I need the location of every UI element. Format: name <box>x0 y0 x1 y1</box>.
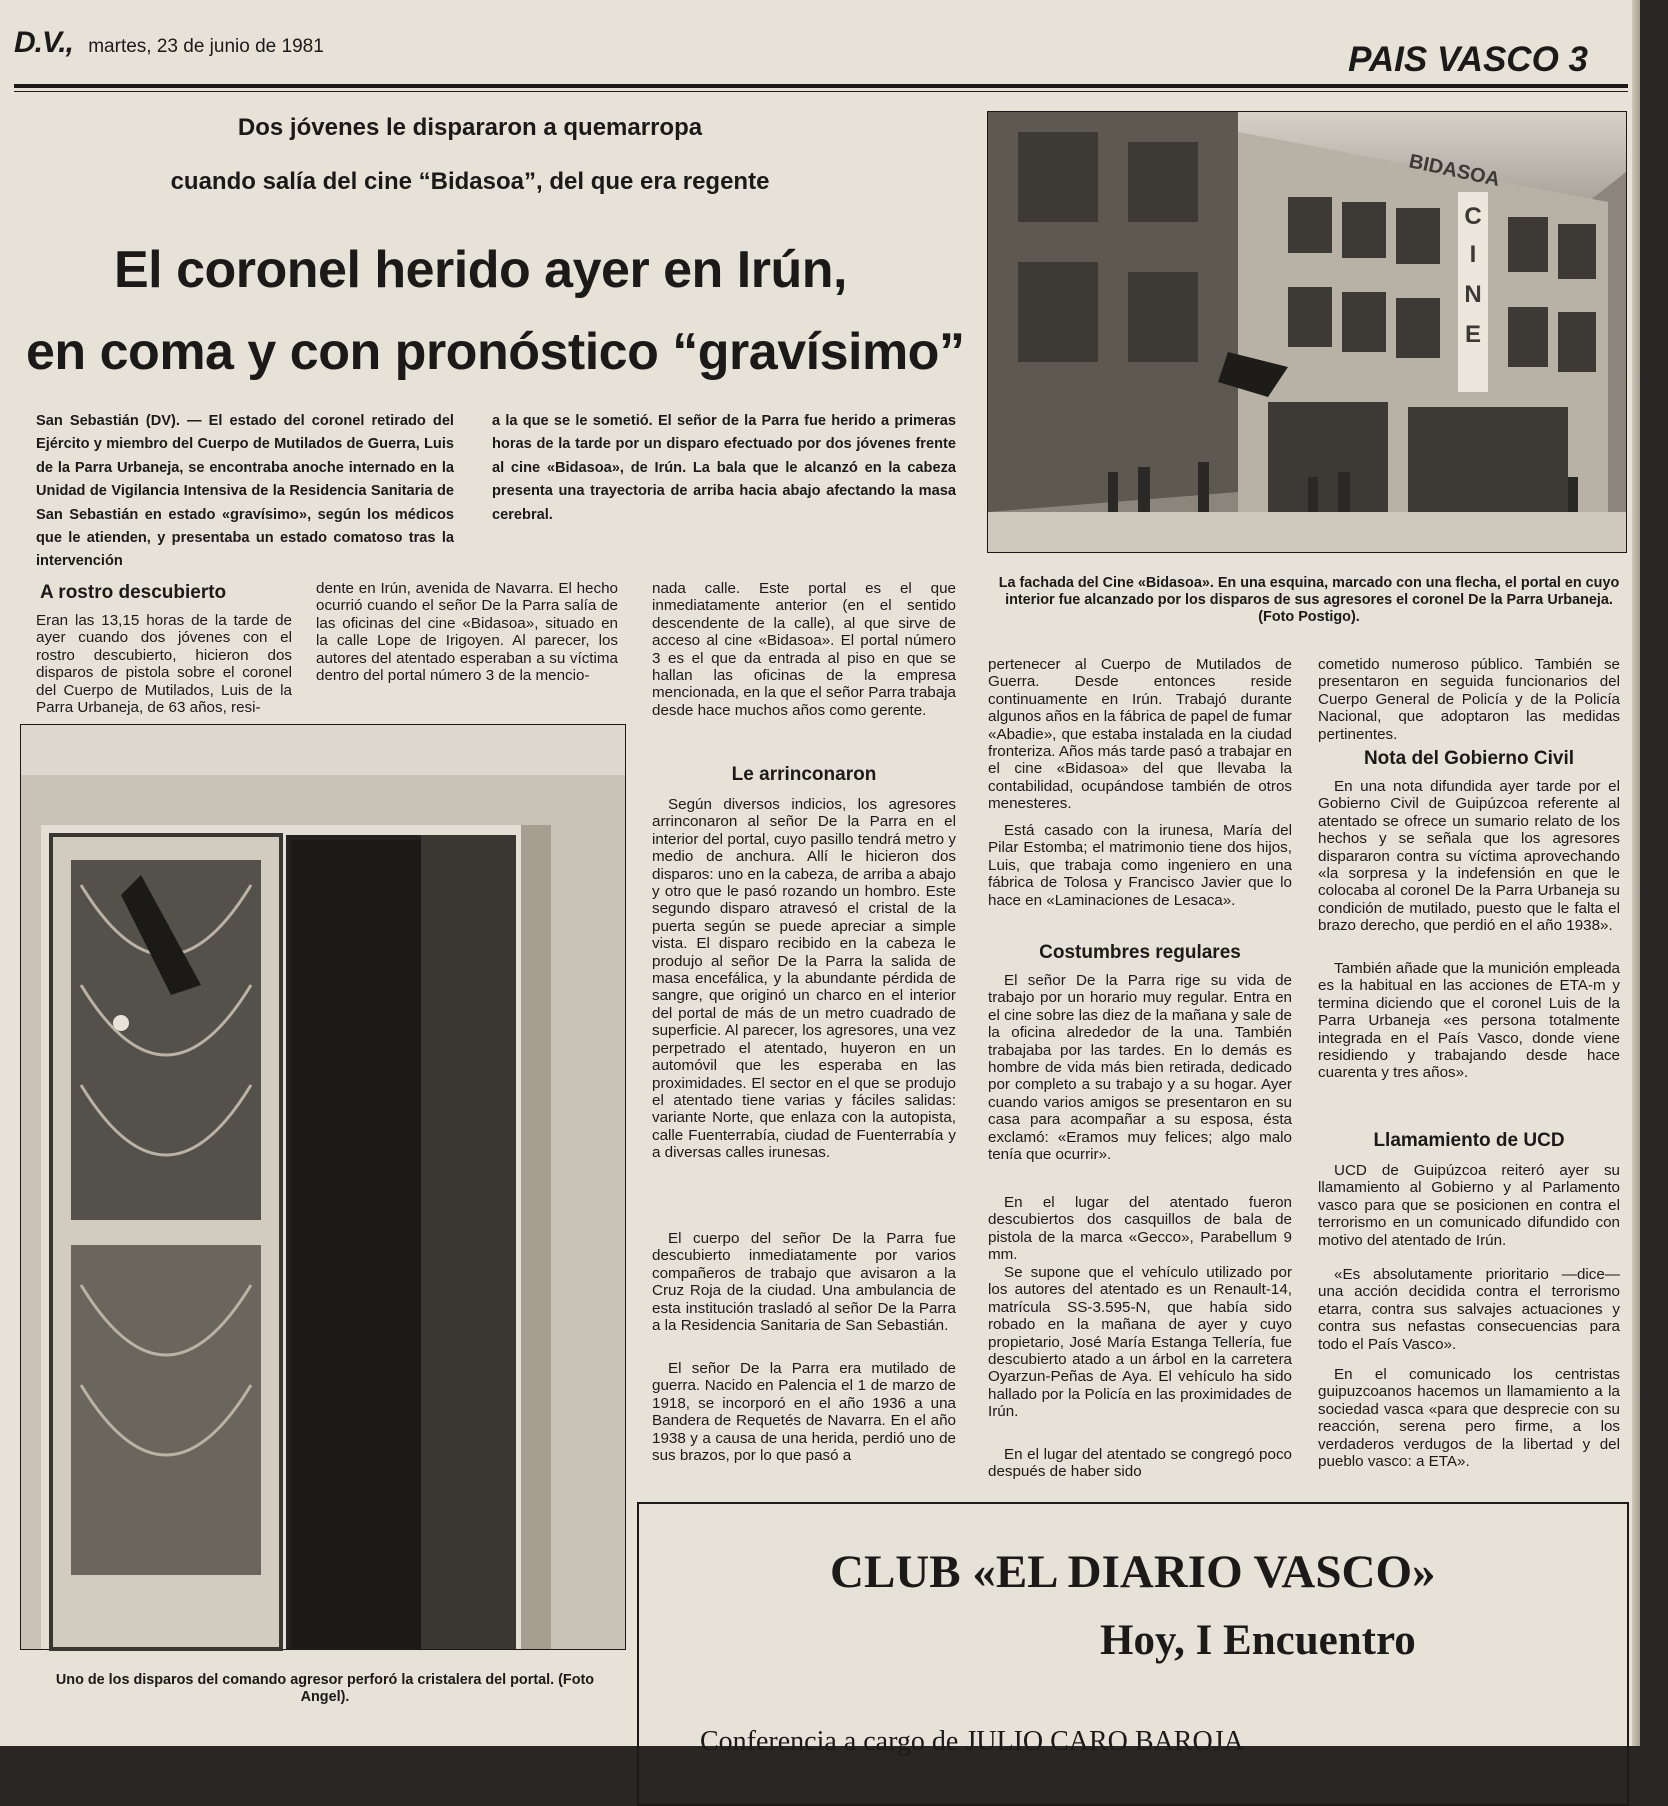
issue-date: martes, 23 de junio de 1981 <box>88 36 324 57</box>
column-2-text: dente en Irún, avenida de Navarra. El hecho ocurrió cuando el señor De la Parra salía de las oficinas del cine «Bidasoa», situado en la calle Lope de Irigoyen. Al parecer, los autores del atentado esperaban a su víctima dentro del portal número 3 de la mencio- <box>316 580 618 685</box>
header-rule-thin <box>14 91 1628 92</box>
column-3-paragraph-1: Según diversos indicios, los agresores arrinconaron al señor De la Parra en el interior del portal, cuyo pasillo tendrá metro y medio de anchura. Allí le hicieron dos disparos: uno en la cabeza, de arriba a abajo y otro que le pasó rozando un hombro. Este segundo disparo atravesó el cristal de la puerta según se puede apreciar a simple vista. El disparo recibido en la cabeza le produjo al señor De la Parra la salida de masa encefálica, y la abundante pérdida de sangre, que originó un charco en el interior del portal de más de un metro cuadrado de superficie. Al parecer, los agresores, una vez perpetrado el atentado, huyeron en un automóvil que les esperaba en las proximidades. El sector en el que se produjo el atentado tiene varias y fáciles salidas: variante Norte, que enlaza con la autopista, calle Fuenterrabía, ciudad de Fuenterrabía y a diversas calles irunesas. <box>652 796 956 1162</box>
lead-paragraph-part-2: a la que se le sometió. El señor de la Parra fue herido a primeras horas de la tarde por un disparo efectuado por dos jóvenes frente al cine «Bidasoa», de Irún. La bala que le alcanzó en la cabeza presenta una trayectoria de arriba hacia abajo afectando la masa cerebral. <box>492 413 956 523</box>
column-5-paragraph-2: También añade que la munición empleada es la habitual en las acciones de ETA-m y termina diciendo que el coronel Luis de la Parra Urbaneja «es persona totalmente integrada en el País Vasco, donde viene residiendo y trabajando desde hace cuarenta y tres años». <box>1318 960 1620 1082</box>
subhead-rostro-descubierto: A rostro descubierto <box>40 582 227 603</box>
portal-door-photo <box>20 724 626 1650</box>
column-1-text: Eran las 13,15 horas de la tarde de ayer cuando dos jóvenes con el rostro descubierto, hicieron dos disparos de pistola sobre el coronel del Cuerpo de Mutilados, Luis de la Parra Urbaneja, de 63 años, resi- <box>36 612 292 717</box>
subhead-llamamiento-ucd: Llamamiento de UCD <box>1373 1130 1565 1151</box>
headline-line-2: en coma y con pronóstico “gravísimo” <box>26 323 965 381</box>
portal-door-illustration <box>21 725 625 1649</box>
column-3-intro: nada calle. Este portal es el que inmediatamente anterior (en el sentido descendente de la calle), al que sirve de acceso al cine «Bidasoa». El portal número 3 es el que da entrada al piso en que se hallan las oficinas de la empresa mencionada, en la que el señor Parra trabaja desde hace muchos años como gerente. <box>652 580 956 719</box>
column-3-paragraph-2: El cuerpo del señor De la Parra fue descubierto inmediatamente por varios compañeros de trabajo que avisaron a la Cruz Roja de la ciudad. Una ambulancia de esta institución trasladó al señor De la Parra a la Residencia Sanitaria de San Sebastián. <box>652 1230 956 1335</box>
sign-cine-letter-e: E <box>1464 321 1482 348</box>
column-4-paragraph-6: En el lugar del atentado se congregó poco después de haber sido <box>988 1446 1292 1481</box>
club-title: CLUB «EL DIARIO VASCO» <box>830 1546 1436 1598</box>
cinema-facade-photo <box>987 111 1627 553</box>
column-4-paragraph-3: El señor De la Parra rige su vida de trabajo por un horario muy regular. Entra en el cine sobre las diez de la mañana y sale de la oficina alrededor de la una. También trabajaba por las tardes. En lo demás es hombre de vida más bien retirada, dedicado por completo a su trabajo y a su hogar. Ayer cuando varios amigos se presentaron en su casa para acompañar a su esposa, ésta exclamó: «Eramos muy felices; algo malo tenía que ocurrir». <box>988 972 1292 1164</box>
cinema-facade-illustration <box>988 112 1626 552</box>
door-photo-caption: Uno de los disparos del comando agresor perforó la cristalera del portal. (Foto Angel). <box>55 1672 595 1706</box>
sign-cine-letter-i: I <box>1469 241 1477 268</box>
headline-line-1: El coronel herido ayer en Irún, <box>114 241 847 299</box>
column-4-paragraph-4: En el lugar del atentado fueron descubiertos dos casquillos de bala de pistola de la marca «Gecco», Parabellum 9 mm. <box>988 1194 1292 1264</box>
paper-abbrev: D.V., <box>14 26 73 59</box>
club-conference-line: Conferencia a cargo de JULIO CARO BAROJA <box>700 1726 1244 1757</box>
kicker-line-1: Dos jóvenes le dispararon a quemarropa <box>237 114 703 141</box>
subhead-costumbres-regulares: Costumbres regulares <box>1039 942 1241 963</box>
column-5-paragraph-3: UCD de Guipúzcoa reiteró ayer su llamamiento al Gobierno y al Parlamento vasco para que se posicionen en contra el terrorismo en un comunicado difundido con motivo del atentado de Irún. <box>1318 1162 1620 1249</box>
subhead-le-arrinconaron: Le arrinconaron <box>731 764 877 785</box>
column-5-paragraph-4: «Es absolutamente prioritario —dice— una acción decidida contra el terrorismo etarra, contra sus salvajes actuaciones y contra sus nefastas consecuencias para todo el País Vasco». <box>1318 1266 1620 1353</box>
column-5-intro: cometido numeroso público. También se presentaron en seguida funcionarios del Cuerpo General de Policía y de la Policía Nacional, que adoptaron las medidas pertinentes. <box>1318 656 1620 743</box>
subhead-nota-gobierno-civil: Nota del Gobierno Civil <box>1363 748 1575 769</box>
column-4-intro: pertenecer al Cuerpo de Mutilados de Guerra. Desde entonces reside continuamente en Irún. Trabajó durante algunos años en la fábrica de papel de fumar «Abadie», que estaba instalada en la ciudad fronteriza. Años más tarde pasó a trabajar en el cine «Bidasoa» del que llevaba la contabilidad, ocupándose también de otros menesteres. <box>988 656 1292 813</box>
bullet-hole <box>113 1015 129 1031</box>
club-subtitle: Hoy, I Encuentro <box>1100 1617 1416 1664</box>
column-4-paragraph-2: Está casado con la irunesa, María del Pilar Estomba; el matrimonio tiene dos hijos, Luis, que trabaja como ingeniero en una fábrica de Tolosa y Francisco Javier que lo hace en «Laminaciones de Lesaca». <box>988 822 1292 909</box>
sign-cine-letter-n: N <box>1464 281 1482 308</box>
section-label: PAIS VASCO 3 <box>1348 40 1588 79</box>
sign-cine-letter-c: C <box>1464 203 1482 230</box>
column-4-paragraph-5: Se supone que el vehículo utilizado por los autores del atentado es un Renault-14, matrícula SS-3.595-N, que había sido robado en la mañana de ayer y cuyo propietario, José María Estanga Tellería, fue descubierto atado a un árbol en la carretera Oyarzun-Peñas de Aya. El vehículo ha sido hallado por la Policía en las proximidades de Irún. <box>988 1264 1292 1421</box>
page-header-left <box>14 26 324 60</box>
lead-paragraph-part-1: San Sebastián (DV). — El estado del coronel retirado del Ejército y miembro del Cuerpo de Mutilados de Guerra, Luis de la Parra Urbaneja, se encontraba anoche internado en la Unidad de Vigilancia Intensiva de la Residencia Sanitaria de San Sebastián en estado «gravísimo», según los médicos que le atienden, y presentaba un estado comatoso tras la intervención <box>36 413 454 570</box>
cinema-photo-caption: La fachada del Cine «Bidasoa». En una esquina, marcado con una flecha, el portal en cuyo interior fue alcanzado por los disparos de sus agresores el coronel De la Parra Urbaneja. (Foto Postigo). <box>998 575 1620 626</box>
kicker-line-2: cuando salía del cine “Bidasoa”, del que era regente <box>170 168 770 195</box>
column-3-paragraph-3: El señor De la Parra era mutilado de guerra. Nacido en Palencia el 1 de marzo de 1918, se incorporó en el año 1936 a una Bandera de Requetés de Navarra. En el año 1938 y a causa de una herida, perdió uno de sus brazos, por lo que pasó a <box>652 1360 956 1465</box>
header-rule <box>14 84 1628 88</box>
column-5-paragraph-1: En una nota difundida ayer tarde por el Gobierno Civil de Guipúzcoa referente al atentado se ofrece un sumario relato de los hechos y se señala que los agresores dispararon contra su víctima aprovechando «la sorpresa y la indefensión en que le colocaba al coronel De la Parra Urbaneja su condición de mutilado, puesto que le falta el brazo derecho, que perdió en el año 1938». <box>1318 778 1620 935</box>
sign-bidasoa: BIDASOA <box>1406 150 1502 192</box>
column-5-paragraph-5: En el comunicado los centristas guipuzcoanos hacemos un llamamiento a la sociedad vasca «para que desprecie con su reacción, serena pero firme, a los verdaderos verdugos de la libertad y del pueblo vasco: a ETA». <box>1318 1366 1620 1471</box>
